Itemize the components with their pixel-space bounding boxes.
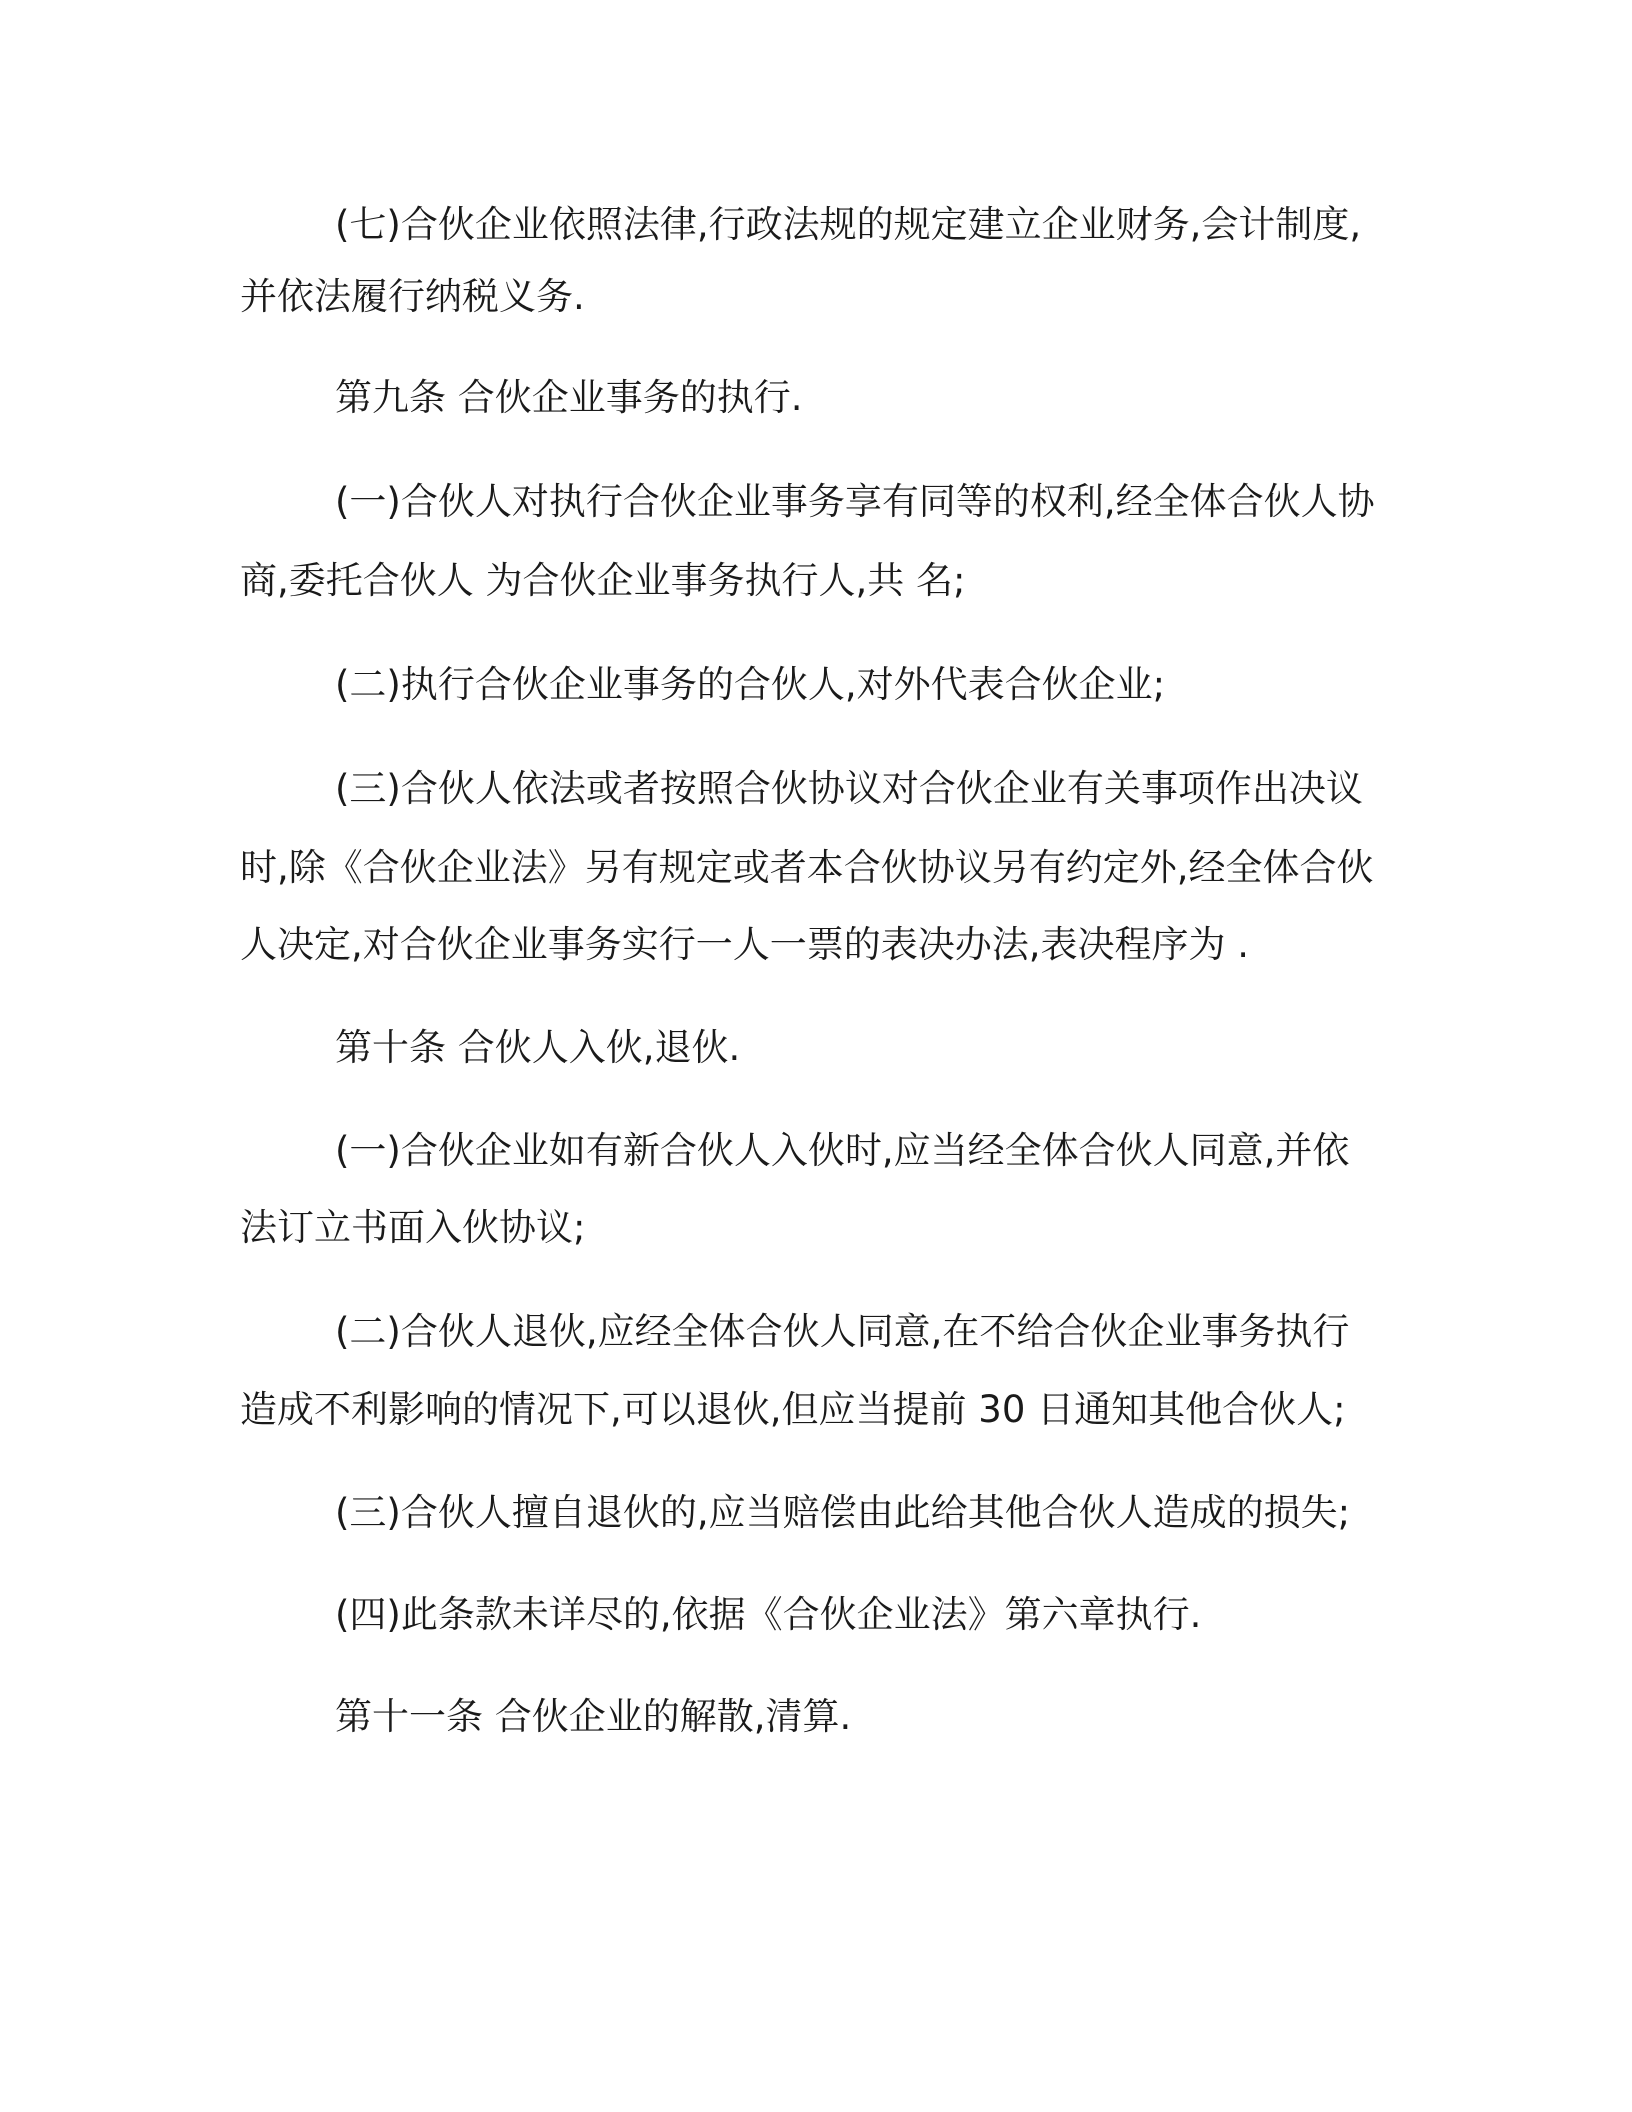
article-10-item-1-line-2: 法订立书面入伙协议;: [240, 1206, 586, 1249]
clause-7-line-2: 并依法履行纳税义务.: [240, 275, 585, 318]
article-9-item-2: (二)执行合伙企业事务的合伙人,对外代表合伙企业;: [335, 663, 1166, 706]
article-9-item-1-line-2: 商,委托合伙人 为合伙企业事务执行人,共 名;: [240, 559, 966, 602]
article-11-heading: 第十一条 合伙企业的解散,清算.: [335, 1695, 852, 1738]
article-10-item-4: (四)此条款未详尽的,依据《合伙企业法》第六章执行.: [335, 1593, 1202, 1636]
article-9-item-3-line-2: 时,除《合伙企业法》另有规定或者本合伙协议另有约定外,经全体合伙: [240, 846, 1374, 889]
article-10-item-1-line-1: (一)合伙企业如有新合伙人入伙时,应当经全体合伙人同意,并依: [335, 1129, 1350, 1172]
article-9-item-3-line-3: 人决定,对合伙企业事务实行一人一票的表决办法,表决程序为 .: [240, 923, 1250, 966]
article-9-heading: 第九条 合伙企业事务的执行.: [335, 376, 803, 419]
article-9-item-1-line-1: (一)合伙人对执行合伙企业事务享有同等的权利,经全体合伙人协: [335, 480, 1375, 523]
article-10-item-2-line-1: (二)合伙人退伙,应经全体合伙人同意,在不给合伙企业事务执行: [335, 1310, 1350, 1353]
clause-7-line-1: (七)合伙企业依照法律,行政法规的规定建立企业财务,会计制度,: [335, 203, 1362, 246]
article-10-item-2-line-2: 造成不利影响的情况下,可以退伙,但应当提前 30 日通知其他合伙人;: [240, 1388, 1346, 1431]
article-9-item-3-line-1: (三)合伙人依法或者按照合伙协议对合伙企业有关事项作出决议: [335, 767, 1363, 810]
article-10-item-3: (三)合伙人擅自退伙的,应当赔偿由此给其他合伙人造成的损失;: [335, 1491, 1351, 1534]
article-10-heading: 第十条 合伙人入伙,退伙.: [335, 1026, 741, 1069]
